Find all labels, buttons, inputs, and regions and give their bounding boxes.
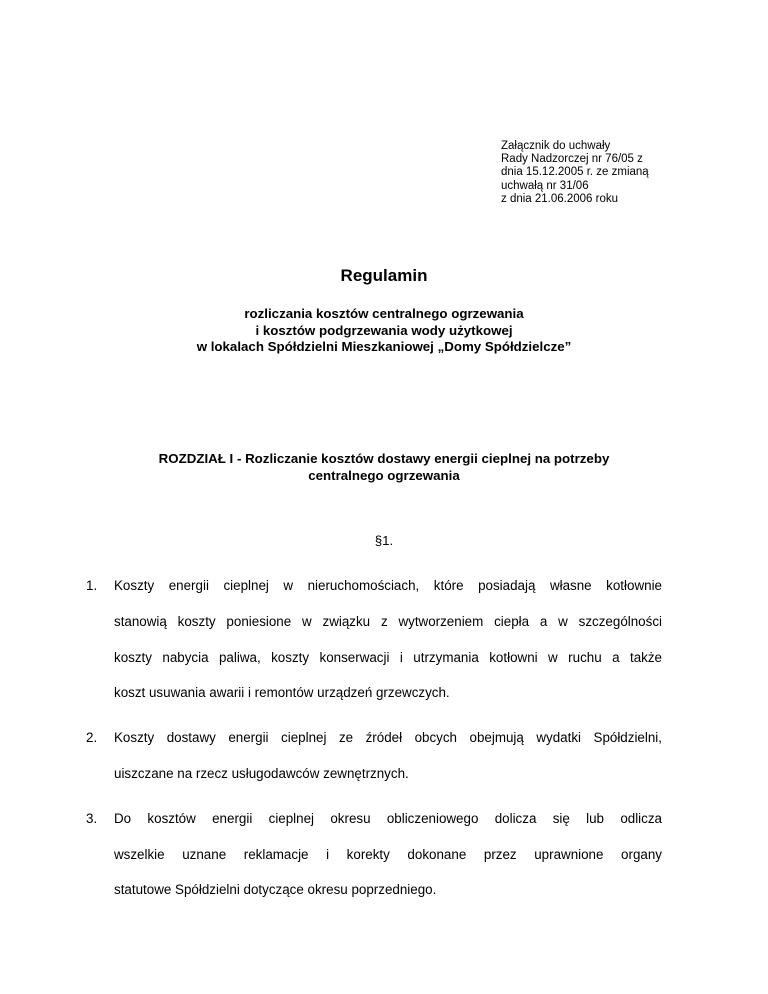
section-mark: §1. bbox=[374, 533, 394, 548]
subtitle-line: rozliczania kosztów centralnego ogrzewania bbox=[244, 306, 524, 321]
list-item-text bbox=[114, 801, 662, 908]
text-line: Koszty energii cieplnej w nieruchomościach, które posiadają własne kotłownie bbox=[114, 578, 662, 593]
attachment-line: Rady Nadzorczej nr 76/05 z bbox=[501, 153, 643, 166]
text-line: Koszty dostawy energii cieplnej ze źródeł obcych obejmują wydatki Spółdzielni, bbox=[114, 730, 662, 746]
text-line: stanowią koszty poniesione w związku z wytworzeniem ciepła a w szczególności bbox=[114, 613, 662, 629]
chapter-heading bbox=[0, 450, 768, 484]
chapter-line: ROZDZIAŁ I - Rozliczanie kosztów dostawy energii cieplnej na potrzeby bbox=[158, 451, 610, 466]
list-item bbox=[86, 720, 662, 792]
list-item-number: 3. bbox=[86, 810, 98, 826]
document-title: Regulamin bbox=[340, 266, 428, 285]
list-item-number: 1. bbox=[86, 578, 98, 593]
text-line: Do kosztów energii cieplnej okresu obliczeniowego dolicza się lub odlicza bbox=[114, 810, 662, 826]
chapter-line: centralnego ogrzewania bbox=[308, 468, 460, 483]
attachment-note bbox=[501, 140, 731, 206]
attachment-line: z dnia 21.06.2006 roku bbox=[501, 192, 619, 205]
text-line: koszty nabycia paliwa, koszty konserwacji i utrzymania kotłowni w ruchu a także bbox=[114, 649, 662, 665]
list-item-text bbox=[114, 720, 662, 792]
text-line: statutowe Spółdzielni dotyczące okresu poprzedniego. bbox=[114, 882, 437, 898]
numbered-list bbox=[86, 568, 662, 917]
text-line: uiszczane na rzecz usługodawców zewnętrznych. bbox=[114, 765, 409, 781]
attachment-line: dnia 15.12.2005 r. ze zmianą bbox=[501, 166, 649, 179]
list-item bbox=[86, 801, 662, 908]
attachment-line: Załącznik do uchwały bbox=[501, 140, 611, 152]
attachment-line: uchwałą nr 31/06 bbox=[501, 179, 589, 192]
text-line: wszelkie uznane reklamacje i korekty dokonane przez uprawnione organy bbox=[114, 846, 662, 862]
list-item bbox=[86, 568, 662, 711]
list-item-text bbox=[114, 568, 662, 711]
text-line: koszt usuwania awarii i remontów urządzeń grzewczych. bbox=[114, 685, 450, 701]
subtitle-line: i kosztów podgrzewania wody użytkowej bbox=[255, 322, 513, 338]
subtitle-line: w lokalach Spółdzielni Mieszkaniowej „Domy Spółdzielcze” bbox=[196, 339, 572, 354]
document-subtitle bbox=[0, 306, 768, 356]
list-item-number: 2. bbox=[86, 730, 98, 746]
